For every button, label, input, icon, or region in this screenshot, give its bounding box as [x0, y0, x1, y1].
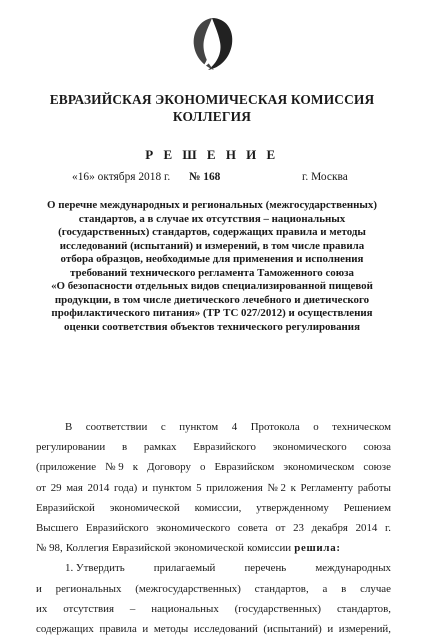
organization-name: ЕВРАЗИЙСКАЯ ЭКОНОМИЧЕСКАЯ КОМИССИЯ	[49, 92, 375, 107]
body-line	[36, 579, 391, 599]
title-line: оценки соответствия объектов технического регулирования	[64, 320, 360, 333]
body-word: (приложение	[36, 461, 97, 474]
body-word: исследований	[193, 622, 258, 635]
body-word: утвержденному	[256, 501, 329, 514]
document-title	[24, 199, 400, 334]
body-word: с	[160, 421, 166, 433]
body-word: В	[65, 421, 73, 433]
body-word: к	[290, 481, 296, 494]
body-word: рамках	[143, 441, 177, 454]
body-word: а	[322, 582, 328, 595]
body-word: региональных	[55, 582, 122, 595]
body-word: № 9	[105, 461, 124, 474]
body-word: их	[36, 602, 48, 615]
body-word: в	[341, 582, 347, 595]
body-word: экономического	[272, 441, 347, 454]
body-word: о	[200, 461, 206, 474]
body-word: правила	[99, 622, 137, 635]
title-line: стандартов, а в случае их отсутствия – национальных	[78, 212, 346, 225]
body-word: Регламенту	[300, 481, 354, 494]
body-word: от	[36, 481, 47, 494]
body-word: 29	[50, 481, 62, 494]
body-line	[36, 599, 391, 619]
body-word: Решением	[343, 501, 391, 514]
body-word: отсутствия	[63, 602, 114, 615]
body-word: Протокола	[250, 421, 300, 433]
eaeu-emblem-icon	[188, 14, 236, 74]
body-word: экономическом	[283, 461, 355, 474]
body-word: 1. Утвердить	[65, 562, 125, 575]
body-word: пунктом	[152, 481, 192, 494]
body-word: 5	[196, 481, 202, 494]
body-word: регулировании	[36, 441, 106, 454]
body-word: Коллегия	[65, 542, 109, 555]
body-word: союза	[363, 441, 391, 454]
body-word: и	[142, 622, 149, 635]
body-line	[36, 538, 391, 558]
body-word: 23	[293, 521, 304, 534]
body-line	[36, 518, 391, 538]
body-word: содержащих	[36, 622, 94, 635]
body-word: приложения	[206, 481, 263, 494]
body-word: Договору	[147, 461, 191, 474]
body-word: и	[141, 481, 148, 494]
body-word: союзе	[363, 461, 391, 474]
body-word: мая	[66, 481, 83, 494]
body-line	[36, 558, 391, 578]
body-word: пунктом	[179, 421, 219, 433]
body-word: и	[327, 622, 334, 635]
document-place: г. Москва	[302, 171, 348, 183]
document-type: Р Е Ш Е Н И Е	[145, 147, 279, 162]
body-word: Евразийской	[36, 501, 95, 514]
title-line: «О безопасности отдельных видов специализированной пищевой	[51, 280, 373, 293]
body-word: (межгосударственных)	[135, 582, 241, 595]
body-line	[36, 437, 391, 457]
body-line	[36, 457, 391, 477]
body-word: экономической	[173, 542, 245, 555]
body-word: перечень	[244, 562, 287, 575]
body-word: Евразийской	[111, 542, 171, 555]
title-line: профилактического питания» (ТР ТС 027/2012) и осуществления	[51, 307, 373, 320]
body-word: 2014	[87, 481, 110, 494]
title-line: продукции, в том числе диетического лечебного и диетического	[54, 293, 370, 306]
body-word: 4	[231, 421, 238, 433]
title-line: исследований (испытаний) и измерений, в том числе правила	[59, 239, 365, 252]
body-line	[36, 417, 391, 437]
body-word: (испытаний)	[263, 622, 322, 635]
body-word: и	[36, 582, 42, 595]
document-date: «16» октября 2018 г.	[72, 171, 171, 183]
body-word: случае	[360, 582, 391, 595]
body-word: –	[129, 602, 136, 615]
body-word: соответствии	[85, 421, 148, 433]
body-word: № 98,	[36, 542, 63, 555]
body-word: работы	[357, 481, 391, 494]
body-word: национальных	[151, 602, 219, 615]
body-word: от	[275, 521, 286, 534]
body-word: Евразийском	[214, 461, 275, 474]
body-line	[36, 478, 391, 498]
document-number: № 168	[189, 171, 221, 183]
body-word: комиссии	[247, 542, 292, 555]
body-word: техническом	[332, 421, 391, 433]
body-word: стандартов,	[336, 602, 391, 615]
body-line	[36, 498, 391, 518]
decision-keyword: решила:	[294, 542, 341, 555]
title-line: О перечне международных и региональных (межгосударственных)	[47, 199, 377, 211]
body-word: декабря	[311, 521, 348, 534]
title-line: отбора образцов, необходимые для применения и исполнения	[60, 253, 364, 266]
body-word: года)	[113, 481, 138, 494]
title-line: требований технического регламента Таможенного союза	[70, 266, 354, 279]
body-word: к	[132, 461, 139, 474]
body-word: международных	[315, 562, 391, 575]
body-word: г.	[385, 521, 391, 534]
body-word: (государственных)	[234, 602, 322, 615]
body-word: 2014	[355, 521, 378, 534]
body-word: № 2	[267, 481, 286, 494]
body-word: о	[313, 421, 319, 433]
body-word: в	[121, 441, 128, 454]
body-word: стандартов,	[254, 582, 309, 595]
body-line	[36, 619, 391, 639]
body-word: измерений,	[338, 622, 391, 635]
document-body	[36, 417, 391, 639]
body-word: экономического	[156, 521, 231, 534]
body-word: прилагаемый	[153, 562, 216, 575]
title-line: (государственных) стандартов, содержащих правила и методы	[58, 226, 366, 239]
organization-body: КОЛЛЕГИЯ	[172, 109, 252, 124]
body-word: совета	[237, 521, 268, 534]
body-word: Евразийского	[193, 441, 256, 454]
body-word: экономической	[109, 501, 180, 514]
body-word: методы	[153, 622, 189, 635]
body-word: комиссии,	[194, 501, 242, 514]
body-word: Высшего	[36, 521, 79, 534]
body-word: Евразийского	[85, 521, 149, 534]
